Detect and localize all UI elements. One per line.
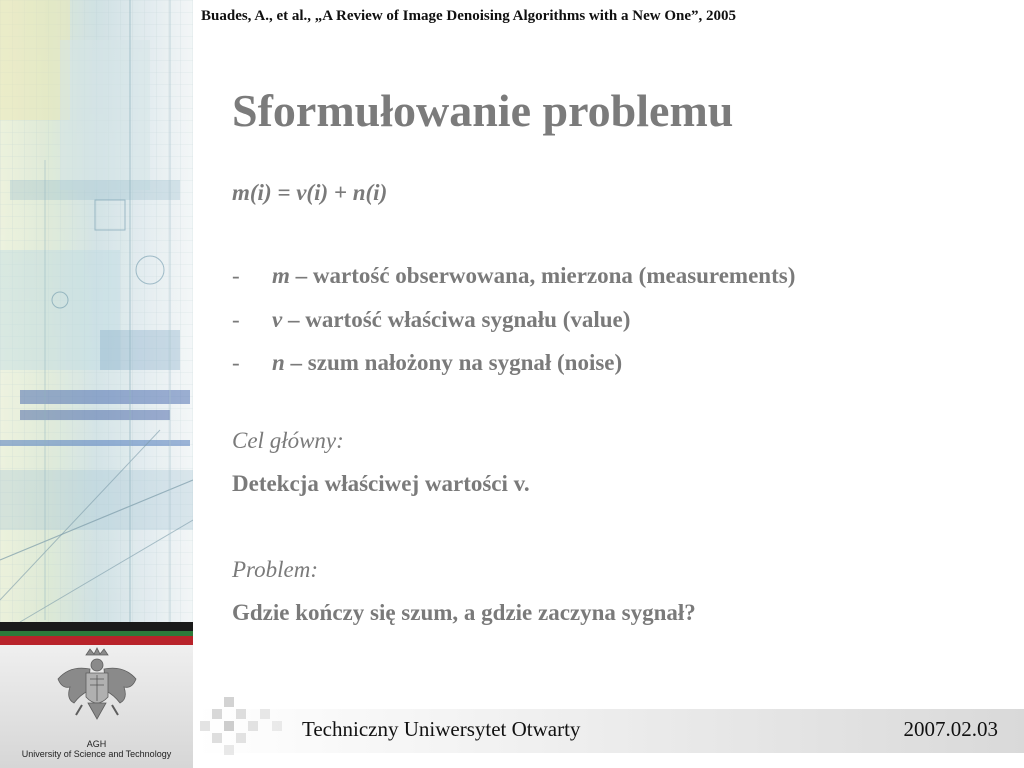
eagle-emblem-icon <box>0 645 193 740</box>
definition-item <box>232 350 622 376</box>
problem-text: Gdzie kończy się szum, a gdzie zaczyna sygnał? <box>232 600 696 625</box>
footer-date: 2007.02.03 <box>903 717 998 741</box>
logo-panel <box>0 645 193 768</box>
university-logo-label <box>0 739 193 759</box>
definition-symbol: n <box>272 350 285 375</box>
logo-name: AGH <box>86 739 107 749</box>
bullet-dash: - <box>232 307 240 332</box>
slide-title: Sformułowanie problemu <box>232 85 734 136</box>
citation-header: Buades, A., et al., „A Review of Image Denoising Algorithms with a New One”, 2005 <box>201 8 736 24</box>
circuit-pattern-graphic <box>0 0 193 622</box>
definition-text: – wartość obserwowana, mierzona (measurements) <box>289 263 796 288</box>
goal-label: Cel główny: <box>232 428 344 453</box>
divider-stripe-black <box>0 622 193 631</box>
logo-subtitle: University of Science and Technology <box>21 749 172 759</box>
definition-text: – szum nałożony na sygnał (noise) <box>284 350 623 375</box>
definition-text: – wartość właściwa sygnału (value) <box>282 307 631 332</box>
footer-institution: Techniczny Uniwersytet Otwarty <box>302 717 581 741</box>
problem-label: Problem: <box>232 557 319 582</box>
decorative-squares-graphic <box>196 697 296 757</box>
definition-symbol: v <box>272 307 283 332</box>
definition-item <box>232 263 795 289</box>
bullet-dash: - <box>232 350 240 375</box>
decorative-side-image <box>0 0 193 622</box>
formula: m(i) = v(i) + n(i) <box>232 180 388 205</box>
bullet-dash: - <box>232 263 240 288</box>
definition-symbol: m <box>272 263 290 288</box>
definition-item <box>232 307 630 333</box>
divider-stripe-red <box>0 636 193 645</box>
goal-text: Detekcja właściwej wartości v. <box>232 471 530 496</box>
